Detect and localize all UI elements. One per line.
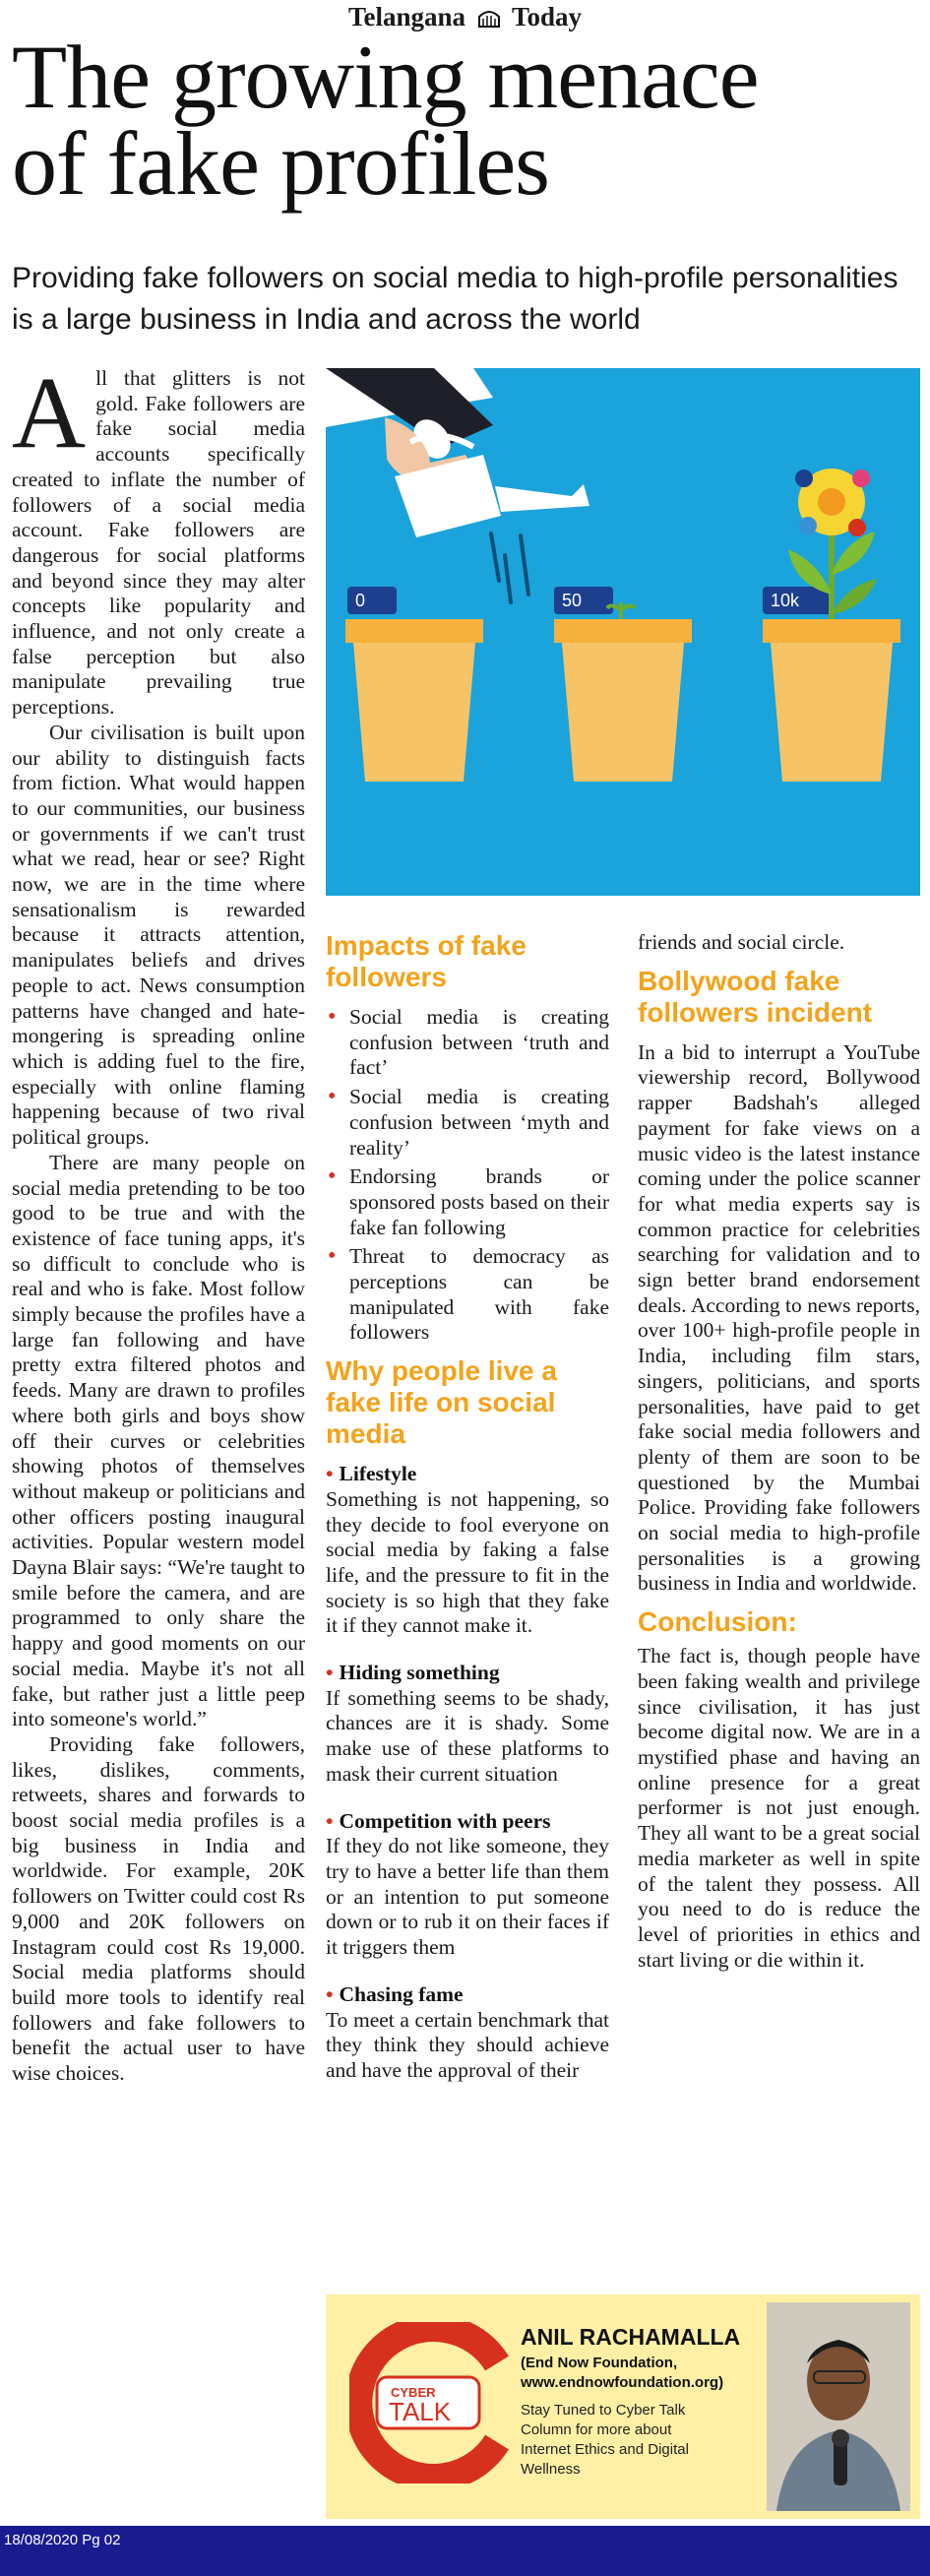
author-photo (767, 2302, 910, 2511)
intro-paragraph-2: Our civilisation is built upon our ability to distinguish facts from fiction. What would happen to our communities, our business or governments if we can't trust what we read, hear or see? Right now, we are in the time where sensationalism is rewarded because it attracts attention, manipulates beliefs and drives people to act. News consumption patterns have changed and hate-mongering is spreading online which is adding fuel to the fire, especially with online flaming happening because of two rival political groups. (12, 720, 305, 1150)
intro-paragraph-1-text: ll that glitters is not gold. Fake followers are fake social media accounts specifically created to inflate the number of followers of a social media account. Fake followers are dangerous for social platforms and beyond since they may alter concepts like popularity and influence, and not only create a false perception but also manipulate prevailing true perceptions. (12, 366, 305, 720)
bollywood-heading: Bollywood fake followers incident (638, 965, 873, 1028)
conclusion-heading: Conclusion: (638, 1606, 797, 1638)
impact-item: • Social media is creating confusion between ‘myth and reality’ (326, 1085, 609, 1161)
reason-text: If something seems to be shady, chances are it is shady. Some make use of these platforms to mask their current situation (326, 1685, 609, 1786)
impacts-heading: Impacts of fake followers (326, 930, 527, 992)
masthead-left: Telangana (347, 2, 465, 31)
why-heading: Why people live a fake life on social media (326, 1355, 557, 1450)
pot-2-count: 50 (562, 591, 583, 610)
reason-label: • Competition with peers (326, 1808, 551, 1833)
reason-text: To meet a certain benchmark that they think they should achieve and have the approval of their (326, 2007, 609, 2082)
impact-item: • Endorsing brands or sponsored posts based on their fake fan following (326, 1164, 609, 1240)
author-banner (326, 2294, 920, 2519)
author-note: Stay Tuned to Cyber Talk Column for more about Internet Ethics and Digital Wellness (521, 2402, 689, 2478)
drop-cap: A (12, 356, 87, 470)
reason-label: • Lifestyle (326, 1462, 417, 1486)
reason-label-text: Competition with peers (339, 1808, 551, 1833)
impacts-list (326, 1005, 609, 1346)
author-portrait (767, 2302, 910, 2511)
author-org-line-2: www.endnowfoundation.org) (521, 2374, 724, 2391)
illustration (326, 368, 920, 896)
reason-label-text: Chasing fame (339, 1981, 464, 2006)
subheadline: Providing fake followers on social media to high-profile personalities is a large business in India and across the world (12, 262, 899, 336)
impact-item: • Social media is creating confusion between ‘truth and fact’ (326, 1005, 609, 1081)
watering-can-illustration (326, 368, 920, 896)
impact-item: • Threat to democracy as perceptions can be manipulated with fake followers (326, 1244, 609, 1346)
badge-bottom-text: TALK (389, 2397, 452, 2426)
reason-label-text: Hiding something (339, 1661, 500, 1685)
article-column-1 (12, 356, 305, 2087)
author-org (521, 2354, 767, 2393)
pot-1-count: 0 (355, 591, 366, 610)
footer-date-page: 18/08/2020 Pg 02 (4, 2532, 121, 2548)
badge-top-text: CYBER (391, 2385, 436, 2400)
masthead-right: Today (512, 2, 583, 31)
reason-label: • Hiding something (326, 1661, 500, 1685)
headline-line-1: The growing menace (12, 27, 759, 127)
intro-paragraph-4: Providing fake followers, likes, dislikes, comments, retweets, shares and forwards to boost social media profiles is a big business in India and worldwide. For example, 20K followers on Twitter could cost Rs 9,000 and 20K followers on Instagram could cost Rs 19,000. Social media platforms should build more tools to identify real followers and fake followers to benefit the actual user to have wise choices. (12, 1731, 305, 2086)
article-column-2 (326, 930, 609, 2084)
reason-text: Something is not happening, so they decide to fool everyone on social media by faking a false life, and the pressure to fit in the society is so high that they fake it if they cannot make it. (326, 1486, 609, 1638)
intro-paragraph-1 (12, 356, 305, 721)
author-name: ANIL RACHAMALLA (521, 2324, 741, 2350)
pot-3-count: 10k (771, 591, 800, 610)
continuation-text: friends and social circle. (638, 930, 845, 954)
reason-label-text: Lifestyle (339, 1462, 417, 1486)
author-org-line-1: (End Now Foundation, (521, 2355, 678, 2371)
pot-3 (763, 619, 900, 782)
intro-paragraph-3: There are many people on social media pretending to be too good to be true and with the existence of face tuning apps, it's so difficult to conclude who is real and who is fake. Most follow simply because the profiles have a large fan following and have pretty extra filtered photos and feeds. Many are drawn to profiles where both girls and boys show off their curves or celebrities showing photos of themselves without makeup or politicians and other officers posting inaugural activities. Popular western model Dayna Blair says: “We're taught to smile before the camera, and are programmed to only share the happy and good moments on our social media. Maybe it's not all fake, but rather just a little peep into someone's world.” (12, 1150, 305, 1731)
article-column-3 (638, 930, 920, 1973)
bollywood-text: In a bid to interrupt a YouTube viewership record, Bollywood rapper Badshah's alleged payment for fake views on a music video is the latest instance coming under the police scanner for what media experts say is common practice for celebrities searching for validation and to sign better brand endorsement deals. According to news reports, over 100+ high-profile people in India, including film stars, singers, politicians, and sports personalities, have paid to get fake social media followers and plenty of them are soon to be questioned by the Mumbai Police. Providing fake followers on social media to high-profile personalities is a growing business in India and worldwide. (638, 1039, 920, 1596)
reason-label: • Chasing fame (326, 1981, 464, 2006)
headline (12, 27, 917, 214)
conclusion-text: The fact is, though people have been faking wealth and privilege since civilisation, it has just become digital now. We are in a mystified phase and having an online presence for a great performer is not just enough. They all want to be a great social media marketer as well in spite of the talent they possess. All you need to do is reduce the level of priorities in ethics and start living or die within it. (638, 1644, 920, 1972)
pot-1 (345, 619, 483, 782)
footer-bar (0, 2526, 930, 2576)
headline-line-2: of fake profiles (12, 113, 549, 214)
reason-text: If they do not like someone, they try to have a better life than them or an intention to put someone down or to rub it on their faces if it triggers them (326, 1834, 609, 1960)
emblem-icon (476, 7, 502, 29)
pot-2 (554, 619, 692, 782)
